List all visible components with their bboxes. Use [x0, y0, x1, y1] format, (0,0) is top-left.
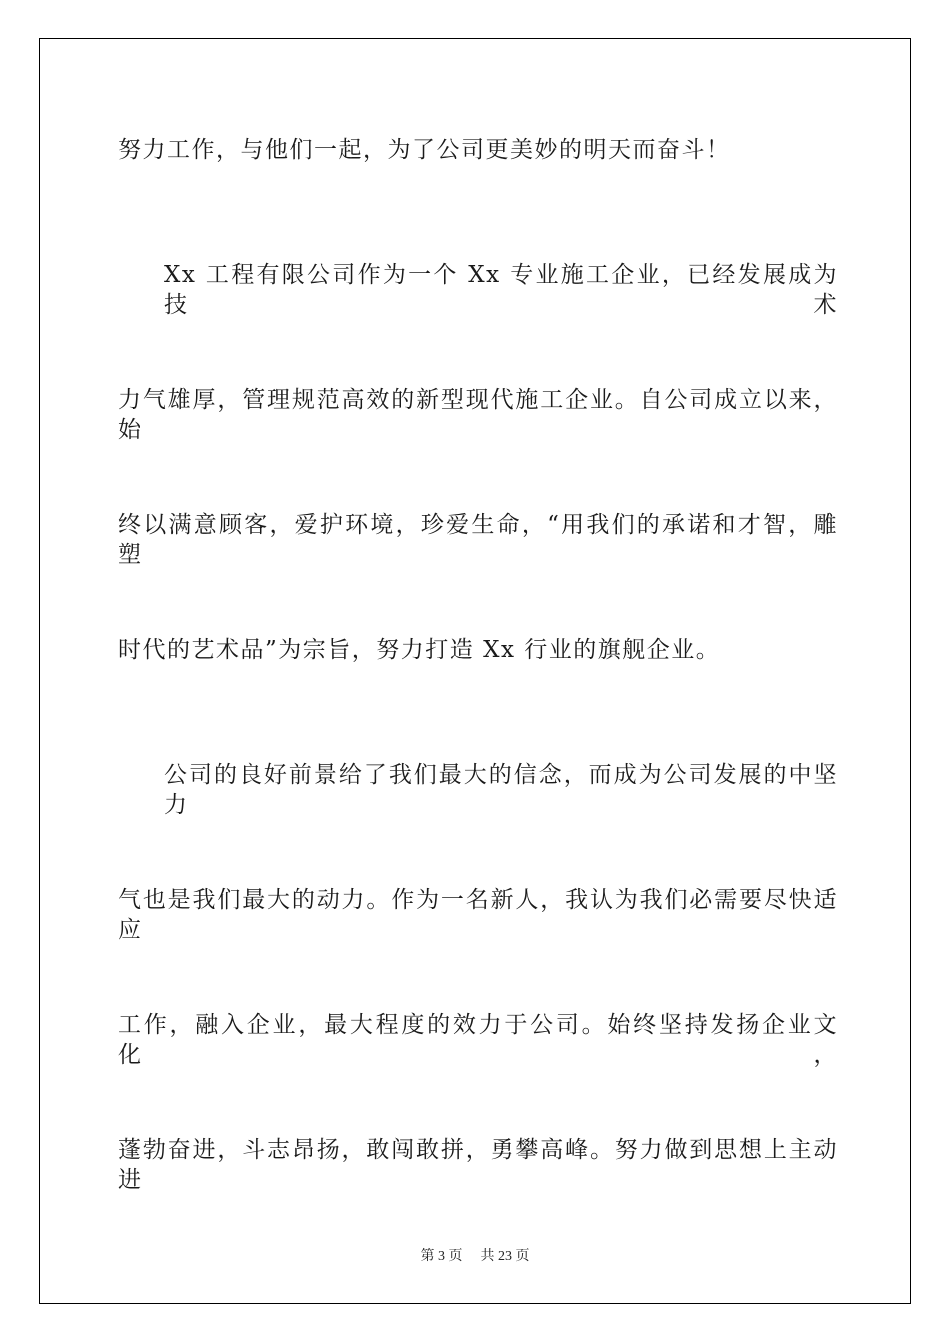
text-line-7: 气也是我们最大的动力。作为一名新人，我认为我们必需要尽快适应: [118, 887, 838, 943]
text-line-3: 力气雄厚，管理规范高效的新型现代施工企业。自公司成立以来，始: [118, 387, 838, 443]
text-line-2: Xx 工程有限公司作为一个 Xx 专业施工企业，已经发展成为技术: [164, 262, 838, 318]
text-line-8: 工作，融入企业，最大程度的效力于公司。始终坚持发扬企业文化，: [118, 1012, 838, 1068]
page-number: 第 3 页: [420, 1249, 463, 1264]
text-line-5: 时代的艺术品”为宗旨，努力打造 Xx 行业的旗舰企业。: [118, 637, 721, 663]
page-total: 共 23 页: [480, 1249, 530, 1264]
text-line-1: 努力工作，与他们一起，为了公司更美妙的明天而奋斗！: [118, 137, 731, 163]
text-line-6: 公司的良好前景给了我们最大的信念，而成为公司发展的中坚力: [164, 762, 838, 818]
text-line-9: 蓬勃奋进，斗志昂扬，敢闯敢拼，勇攀高峰。努力做到思想上主动进: [118, 1137, 838, 1193]
page-footer: [0, 1248, 950, 1266]
text-line-4: 终以满意顾客，爱护环境，珍爱生命，“用我们的承诺和才智，雕塑: [118, 512, 838, 568]
page-border: [39, 38, 911, 1304]
